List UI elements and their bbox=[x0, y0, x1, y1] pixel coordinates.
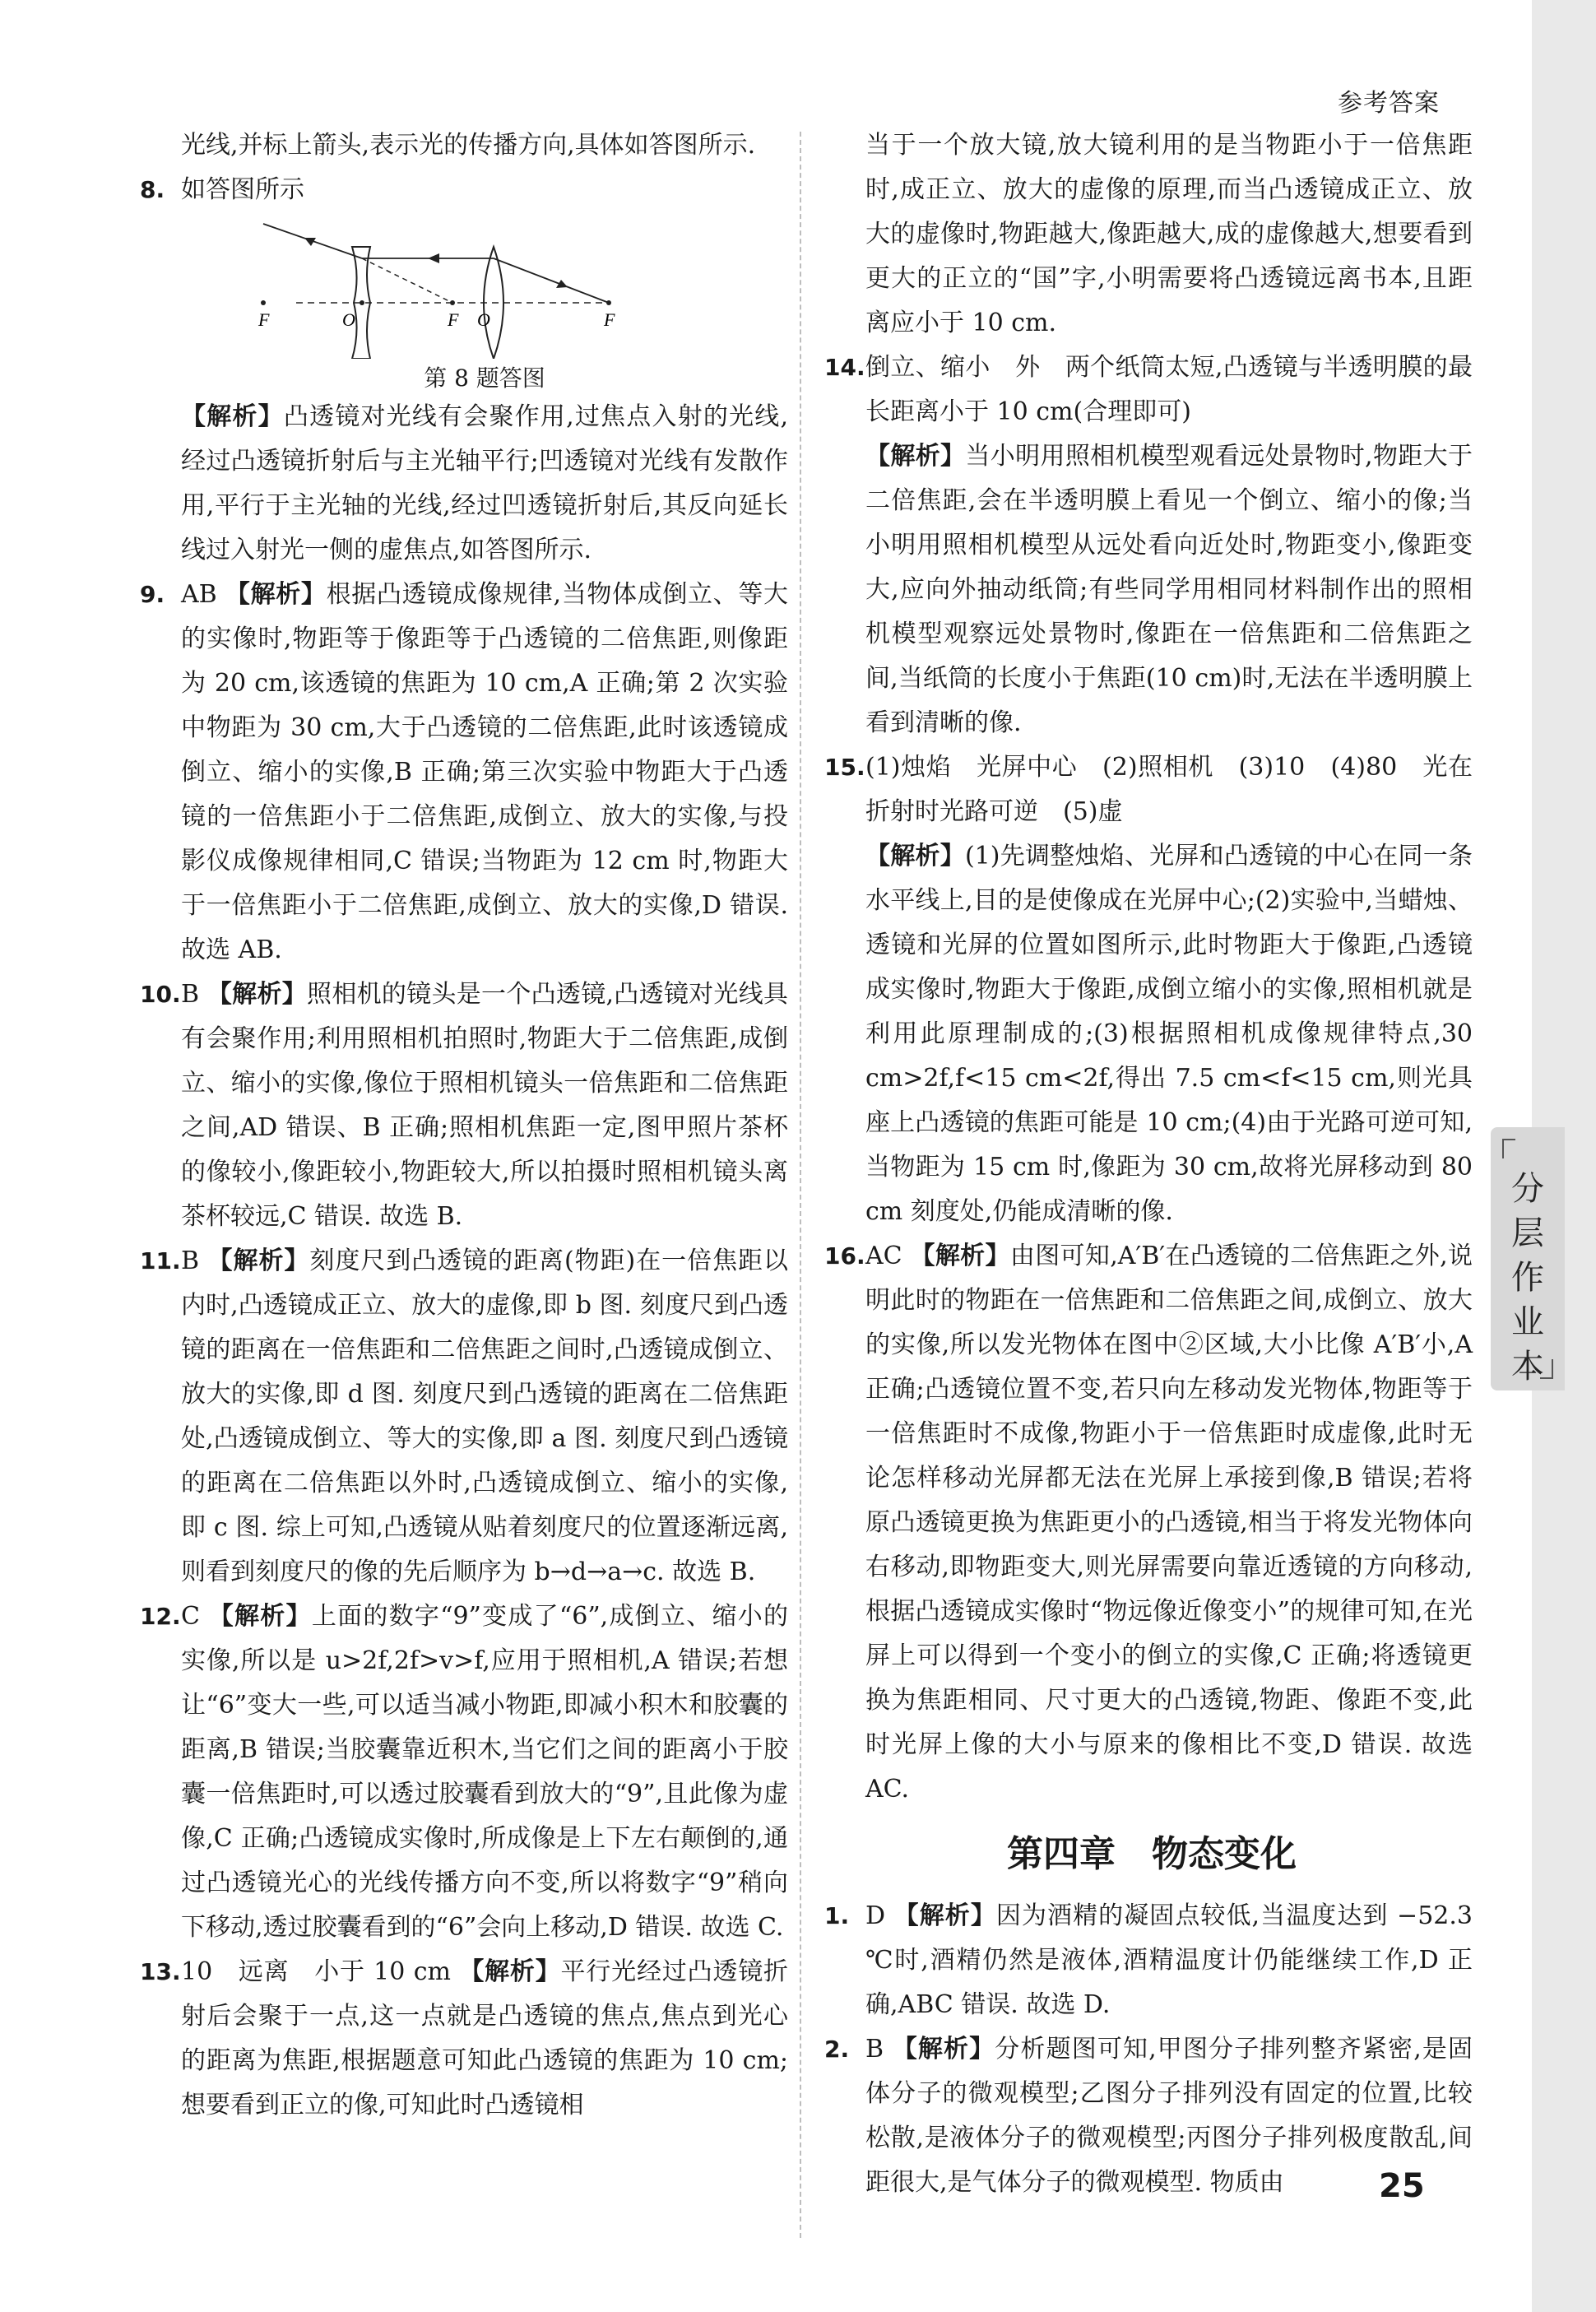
item-analysis: 分析题图可知,甲图分子排列整齐紧密,是固体分子的微观模型;乙图分子排列没有固定的位置,比较松散,是液体分子的微观模型;丙图分子排列极度散乱,间距很大,是气体分子的微观模型. 物质由 bbox=[865, 2035, 1473, 2197]
item-analysis: 因为酒精的凝固点较低,当温度达到 −52.3 ℃时,酒精仍然是液体,酒精温度计仍能继续工作,D 正确,ABC 错误. 故选 D. bbox=[865, 1901, 1473, 2019]
item-number: 12. bbox=[140, 1603, 181, 1630]
item-answer: D bbox=[865, 1901, 886, 1930]
page-header: 参考答案 bbox=[1338, 89, 1440, 118]
item-number: 9. bbox=[140, 581, 165, 608]
item-analysis: 由图可知,A′B′在凸透镜的二倍焦距之外,说明此时的物距在一倍焦距和二倍焦距之间,成倒立、放大的实像,所以发光物体在图中②区域,大小比像 A′B′小,A 正确;凸透镜位置不变,若只向左移动发光物体,物距等于一倍焦距时不成像,物距小于一倍焦距时成虚像,此时无论怎样移动光屏都无法在光屏上承接到像,B 错误;若将原凸透镜更换为焦距更小的凸透镜,相当于将发光物体向右移动,即物距变大,则光屏需要向靠近透镜的方向移动,根据凸透镜成实像时“物远像近像变小”的规律可知,在光屏上可以得到一个变小的倒立的实像,C 正确;将透镜更换为焦距相同、尺寸更大的凸透镜,物距、像距不变,此时光屏上像的大小与原来的像相比不变,D 错误. 故选 AC. bbox=[865, 1242, 1473, 1804]
item-analysis: 根据凸透镜成像规律,当物体成倒立、等大的实像时,物距等于像距等于凸透镜的二倍焦距,则像距为 20 cm,该透镜的焦距为 10 cm,A 正确;第 2 次实验中物距为 30 cm,大于凸透镜的二倍焦距,此时该透镜成倒立、缩小的实像,B 正确;第三次实验中物距大于凸透镜的一倍焦距小于二倍焦距,成倒立、放大的实像,与投影仪成像规律相同,C 错误;当物距为 12 cm 时,物距大于一倍焦距小于二倍焦距,成倒立、放大的实像,D 错误. 故选 AB. bbox=[181, 580, 788, 964]
item-analysis: 当小明用照相机模型观看远处景物时,物距大于二倍焦距,会在半透明膜上看见一个倒立、缩小的像;当小明用照相机模型从远处看向近处时,物距变小,像距变大,应向外抽动纸筒;有些同学用相同材料制作出的照相机模型观察远处景物时,像距在一倍焦距和二倍焦距之间,当纸筒的长度小于焦距(10 cm)时,无法在半透明膜上看到清晰的像. bbox=[865, 442, 1473, 737]
item-analysis: 【解析】凸透镜对光线有会聚作用,过焦点入射的光线,经过凸透镜折射后与主光轴平行;凹透镜对光线有发散作用,平行于主光轴的光线,经过凹透镜折射后,其反向延长线过入射光一侧的虚焦点,如答图所示. bbox=[181, 402, 789, 564]
answer-item-14: 14. 倒立、缩小 外 两个纸筒太短,凸透镜与半透明膜的最长距离小于 10 cm(合理即可) 【解析】当小明用照相机模型观看远处景物时,物距大于二倍焦距,会在半透明膜上看见一个倒立、缩小的像;当小明用照相机模型从远处看向近处时,物距变小,像距变大,应向外抽动纸筒;有些同学用相同材料制作出的照相机模型观察远处景物时,像距在一倍焦距和二倍焦距之间,当纸筒的长度小于焦距(10 cm)时,无法在半透明膜上看到清晰的像. bbox=[831, 346, 1473, 745]
item-analysis: 刻度尺到凸透镜的距离(物距)在一倍焦距以内时,凸透镜成正立、放大的虚像,即 b 图. 刻度尺到凸透镜的距离在一倍焦距和二倍焦距之间时,凸透镜成倒立、放大的实像,即 d 图. 刻度尺到凸透镜的距离在二倍焦距处,凸透镜成倒立、等大的实像,即 a 图. 刻度尺到凸透镜的距离在二倍焦距以外时,凸透镜成倒立、缩小的实像,即 c 图. 综上可知,凸透镜从贴着刻度尺的位置逐渐远离,则看到刻度尺的像的先后顺序为 b→d→a→c. 故选 B. bbox=[181, 1247, 788, 1586]
answer-item-11: 11. B 【解析】刻度尺到凸透镜的距离(物距)在一倍焦距以内时,凸透镜成正立、放大的虚像,即 b 图. 刻度尺到凸透镜的距离在一倍焦距和二倍焦距之间时,凸透镜成倒立、放大的实像,即 d 图. 刻度尺到凸透镜的距离在二倍焦距处,凸透镜成倒立、等大的实像,即 a 图. 刻度尺到凸透镜的距离在二倍焦距以外时,凸透镜成倒立、缩小的实像,即 c 图. 综上可知,凸透镜从贴着刻度尺的位置逐渐远离,则看到刻度尺的像的先后顺序为 b→d→a→c. 故选 B. bbox=[146, 1239, 788, 1595]
item-answer: B bbox=[865, 2035, 884, 2064]
page-number: 25 bbox=[1379, 2167, 1425, 2205]
item-answer: 如答图所示 bbox=[181, 175, 304, 204]
chapter-title: 第四章 物态变化 bbox=[1007, 1833, 1297, 1875]
side-tab bbox=[1491, 1127, 1565, 1390]
item-answer: (1)烛焰 光屏中心 (2)照相机 (3)10 (4)80 光在折射时光路可逆 (5)虚 bbox=[865, 753, 1473, 826]
item-answer: 倒立、缩小 外 两个纸筒太短,凸透镜与半透明膜的最长距离小于 10 cm(合理即可) bbox=[865, 353, 1473, 426]
arrow-2 bbox=[428, 253, 439, 263]
side-tab-label: 分层作业本 bbox=[1511, 1170, 1544, 1386]
reverse-extension bbox=[362, 258, 452, 303]
item-analysis: (1)先调整烛焰、光屏和凸透镜的中心在同一条水平线上,目的是使像成在光屏中心;(2)实验中,当蜡烛、透镜和光屏的位置如图所示,此时物距大于像距,凸透镜成实像时,物距大于像距,成倒立缩小的实像,照相机就是利用此原理制成的;(3)根据照相机成像规律特点,30 cm>2f,f<15 cm<2f,得出 7.5 cm<f<15 cm,则光具座上凸透镜的焦距可能是 10 cm;(4)由于光路可逆可知,当物距为 15 cm 时,像距为 30 cm,故将光屏移动到 80 cm 刻度处,仍能成清晰的像. bbox=[865, 842, 1473, 1226]
item-answer: B bbox=[181, 980, 200, 1009]
label-f-middle: F bbox=[448, 309, 459, 330]
incident-ray bbox=[494, 258, 609, 303]
continued-text: 光线,并标上箭头,表示光的传播方向,具体如答图所示. bbox=[181, 131, 756, 160]
label-f-left: F bbox=[258, 309, 270, 330]
item-number: 2. bbox=[824, 2036, 850, 2063]
right-column bbox=[824, 123, 1473, 2205]
label-o-concave: O bbox=[342, 309, 355, 330]
label-f-right: F bbox=[604, 309, 615, 330]
item-number: 1. bbox=[824, 1902, 850, 1929]
item-analysis: 上面的数字“9”变成了“6”,成倒立、缩小的实像,所以是 u>2f,2f>v>f,应用于照相机,A 错误;若想让“6”变大一些,可以适当减小物距,即减小积木和胶囊的距离,B 错误;当胶囊靠近积木,当它们之间的距离小于胶囊一倍焦距时,可以透过胶囊看到放大的“9”,且此像为虚像,C 正确;凸透镜成实像时,所成像是上下左右颠倒的,通过凸透镜光心的光线传播方向不变,所以将数字“9”稍向下移动,透过胶囊看到的“6”会向上移动,D 错误. 故选 C. bbox=[181, 1602, 789, 1942]
item-number: 16. bbox=[824, 1242, 865, 1270]
item-answer: AC bbox=[865, 1242, 902, 1270]
item-number: 10. bbox=[140, 981, 181, 1008]
answer-item-c2: 2. B 【解析】分析题图可知,甲图分子排列整齐紧密,是固体分子的微观模型;乙图分子排列没有固定的位置,比较松散,是液体分子的微观模型;丙图分子排列极度散乱,间距很大,是气体分子的微观模型. 物质由 bbox=[831, 2027, 1473, 2205]
answer-item-c1: 1. D 【解析】因为酒精的凝固点较低,当温度达到 −52.3 ℃时,酒精仍然是液体,酒精温度计仍能继续工作,D 正确,ABC 错误. 故选 D. bbox=[831, 1894, 1473, 2027]
answer-item-10: 10. B 【解析】照相机的镜头是一个凸透镜,凸透镜对光线具有会聚作用;利用照相机拍照时,物距大于二倍焦距,成倒立、缩小的实像,像位于照相机镜头一倍焦距和二倍焦距之间,AD 错误、B 正确;照相机焦距一定,图甲照片茶杯的像较小,像距较小,物距较大,所以拍摄时照相机镜头离茶杯较远,C 错误. 故选 B. bbox=[146, 973, 788, 1239]
item-analysis: 平行光经过凸透镜折射后会聚于一点,这一点就是凸透镜的焦点,焦点到光心的距离为焦距,根据题意可知此凸透镜的焦距为 10 cm;想要看到正立的像,可知此时凸透镜相 bbox=[181, 1957, 789, 2119]
item-number: 15. bbox=[824, 754, 865, 781]
continued-text: 当于一个放大镜,放大镜利用的是当物距小于一倍焦距时,成正立、放大的虚像的原理,而当凸透镜成正立、放大的虚像时,物距越大,像距越大,成的虚像越大,想要看到更大的正立的“国”字,小明需要将凸透镜远离书本,且距离应小于 10 cm. bbox=[865, 131, 1473, 337]
item-number: 11. bbox=[140, 1247, 181, 1274]
label-o-convex: O bbox=[477, 309, 490, 330]
answer-item-15: 15. (1)烛焰 光屏中心 (2)照相机 (3)10 (4)80 光在折射时光路可逆 (5)虚 【解析】(1)先调整烛焰、光屏和凸透镜的中心在同一条水平线上,目的是使像成在光屏中心;(2)实验中,当蜡烛、透镜和光屏的位置如图所示,此时物距大于像距,凸透镜成实像时,物距大于像距,成倒立缩小的实像,照相机就是利用此原理制成的;(3)根据照相机成像规律特点,30 cm>2f,f<15 cm<2f,得出 7.5 cm<f<15 cm,则光具座上凸透镜的焦距可能是 10 cm;(4)由于光路可逆可知,当物距为 15 cm 时,像距为 30 cm,故将光屏移动到 80 cm 刻度处,仍能成清晰的像. bbox=[831, 745, 1473, 1234]
item-answer: 10 远离 小于 10 cm bbox=[181, 1957, 451, 1986]
answer-item-13: 13. 10 远离 小于 10 cm 【解析】平行光经过凸透镜折射后会聚于一点,这一点就是凸透镜的焦点,焦点到光心的距离为焦距,根据题意可知此凸透镜的焦距为 10 cm;想要看到正立的像,可知此时凸透镜相 bbox=[146, 1950, 788, 2128]
item-analysis: 照相机的镜头是一个凸透镜,凸透镜对光线具有会聚作用;利用照相机拍照时,物距大于二倍焦距,成倒立、缩小的实像,像位于照相机镜头一倍焦距和二倍焦距之间,AD 错误、B 正确;照相机焦距一定,图甲照片茶杯的像较小,像距较小,物距较大,所以拍摄时照相机镜头离茶杯较远,C 错误. 故选 B. bbox=[181, 980, 788, 1231]
column-divider bbox=[800, 132, 801, 2238]
answer-item-9: 9. AB 【解析】根据凸透镜成像规律,当物体成倒立、等大的实像时,物距等于像距等于凸透镜的二倍焦距,则像距为 20 cm,该透镜的焦距为 10 cm,A 正确;第 2 次实验中物距为 30 cm,大于凸透镜的二倍焦距,此时该透镜成倒立、缩小的实像,B 正确;第三次实验中物距大于凸透镜的一倍焦距小于二倍焦距,成倒立、放大的实像,与投影仪成像规律相同,C 错误;当物距为 12 cm 时,物距大于一倍焦距小于二倍焦距,成倒立、放大的实像,D 错误. 故选 AB. bbox=[146, 573, 788, 973]
item-number: 14. bbox=[824, 354, 865, 381]
figure-caption: 第 8 题答图 bbox=[424, 364, 545, 392]
item-number: 8. bbox=[140, 176, 165, 203]
item-answer: C bbox=[181, 1602, 200, 1631]
item-answer: B bbox=[181, 1247, 200, 1275]
left-column bbox=[140, 123, 789, 2128]
lens-diagram bbox=[181, 217, 642, 359]
lens-diagram-svg bbox=[181, 217, 642, 359]
item-answer: AB bbox=[181, 580, 217, 609]
answer-item-12: 12. C 【解析】上面的数字“9”变成了“6”,成倒立、缩小的实像,所以是 u>2f,2f>v>f,应用于照相机,A 错误;若想让“6”变大一些,可以适当减小物距,即减小积木和胶囊的距离,B 错误;当胶囊靠近积木,当它们之间的距离小于胶囊一倍焦距时,可以透过胶囊看到放大的“9”,且此像为虚像,C 正确;凸透镜成实像时,所成像是上下左右颠倒的,通过凸透镜光心的光线传播方向不变,所以将数字“9”稍向下移动,透过胶囊看到的“6”会向上移动,D 错误. 故选 C. bbox=[146, 1595, 788, 1950]
answer-item-16: 16. AC 【解析】由图可知,A′B′在凸透镜的二倍焦距之外,说明此时的物距在一倍焦距和二倍焦距之间,成倒立、放大的实像,所以发光物体在图中②区域,大小比像 A′B′小,A 正确;凸透镜位置不变,若只向左移动发光物体,物距等于一倍焦距时不成像,物距小于一倍焦距时成虚像,此时无论怎样移动光屏都无法在光屏上承接到像,B 错误;若将原凸透镜更换为焦距更小的凸透镜,相当于将发光物体向右移动,即物距变大,则光屏需要向靠近透镜的方向移动,根据凸透镜成实像时“物远像近像变小”的规律可知,在光屏上可以得到一个变小的倒立的实像,C 正确;将透镜更换为焦距相同、尺寸更大的凸透镜,物距、像距不变,此时光屏上像的大小与原来的像相比不变,D 错误. 故选 AC. bbox=[831, 1234, 1473, 1812]
item-number: 13. bbox=[140, 1958, 181, 1985]
answer-item-8 bbox=[140, 168, 788, 212]
